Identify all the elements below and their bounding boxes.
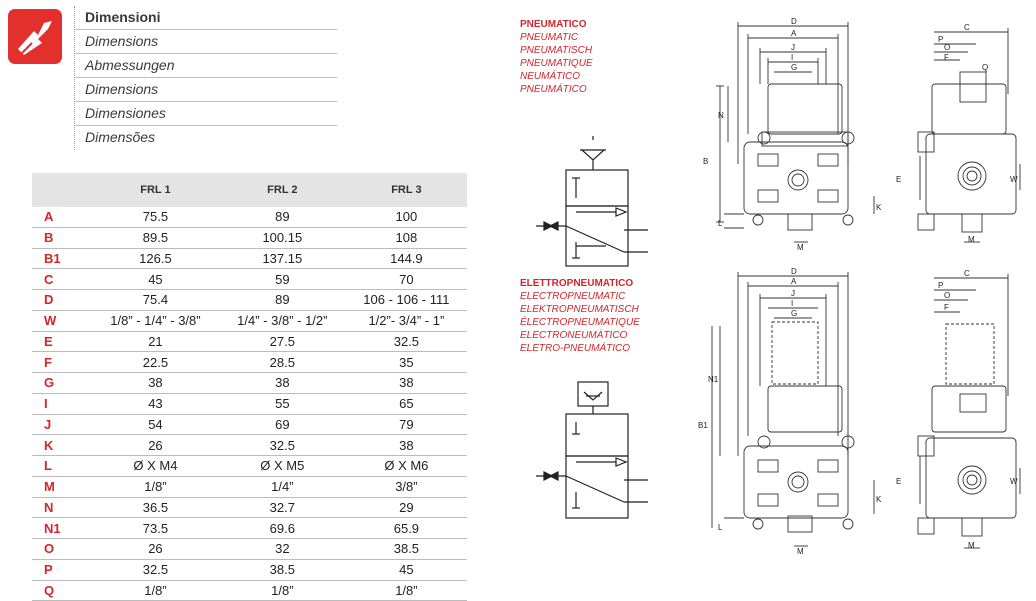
column-header: FRL 2 [219,173,346,207]
dimension-value: 21 [92,331,219,352]
side-label-w: W [1010,175,1018,184]
table-row [32,580,467,601]
dimension-value: 1/8” - 1/4” - 3/8” [92,310,219,331]
front2-label-b1: B1 [698,421,708,430]
dimension-code: A [32,207,92,227]
dimension-value: 3/8” [346,476,467,497]
dimension-value: 27.5 [219,331,346,352]
electro-translation: ÉLECTROPNEUMATIQUE [520,317,640,328]
dimension-value: 45 [346,559,467,580]
side2-label-w: W [1010,477,1018,486]
dimension-code: N [32,497,92,518]
table-row [32,269,467,290]
pneumatic-translation: PNEUMATIQUE [520,58,593,69]
front-label-i: I [791,53,794,62]
dimension-value: 26 [92,539,219,560]
table-row [32,352,467,373]
pneumatic-translation: PNEUMATISCH [520,45,593,56]
side-view-electro-drawing [892,266,1028,556]
electro-translation: ELETRO-PNEUMÁTICO [520,343,631,354]
dimension-code: D [32,290,92,311]
table-row [32,248,467,269]
dimension-value: 36.5 [92,497,219,518]
dimension-value: 75.5 [92,207,219,227]
dimension-value: 32 [219,539,346,560]
dimension-value: 106 - 106 - 111 [346,290,467,311]
table-row [32,290,467,311]
electro-translation: ELECTROPNEUMATIC [520,291,626,302]
table-row [32,393,467,414]
title-en: Dimensions [75,30,337,54]
dimension-code: G [32,373,92,394]
table-row [32,414,467,435]
dimension-value: Ø X M6 [346,456,467,477]
front2-label-a: A [791,277,797,286]
dimension-value: 89 [219,290,346,311]
side2-label-o: O [944,291,951,300]
dimension-value: 1/8” [346,580,467,601]
side-view-pneumatic-drawing [892,14,1028,250]
side2-label-m: M [968,541,975,550]
dimension-value: 1/4” - 3/8” - 1/2” [219,310,346,331]
electro-translation: ELECTRONEUMÁTICO [520,330,628,341]
table-row [32,373,467,394]
brand-logo [8,9,62,64]
electro-title: ELETTROPNEUMATICO [520,278,634,289]
dimension-value: 32.5 [219,435,346,456]
title-it: Dimensioni [75,6,337,30]
table-row [32,559,467,580]
dimension-value: 1/8” [219,580,346,601]
dimension-value: 38 [346,373,467,394]
dimension-value: 100 [346,207,467,227]
table-row [32,310,467,331]
front-label-b: B [703,157,709,166]
dimension-value: 144.9 [346,248,467,269]
front-label-k: K [876,203,882,212]
table-header-row [32,173,467,207]
dimension-code: F [32,352,92,373]
dimension-code: N1 [32,518,92,539]
dimension-value: 1/4” [219,476,346,497]
dimension-code: W [32,310,92,331]
dimension-code: E [32,331,92,352]
dimension-value: 65.9 [346,518,467,539]
table-row [32,518,467,539]
pneumatic-valve-symbol [536,134,648,274]
dimension-code: O [32,539,92,560]
dimension-value: 38 [219,373,346,394]
dimension-value: 1/2”- 3/4” - 1” [346,310,467,331]
dimension-value: 126.5 [92,248,219,269]
table-row [32,331,467,352]
dimension-value: 29 [346,497,467,518]
dimensions-title-list [74,6,337,150]
title-de: Abmessungen [75,54,337,78]
front2-label-n1: N1 [708,375,719,384]
pneumatic-translation: PNEUMATIC [520,32,579,43]
front-label-a: A [791,29,797,38]
front2-label-g: G [791,309,798,318]
front-label-n: N [718,111,724,120]
side-label-e: E [896,175,902,184]
dimension-value: 45 [92,269,219,290]
dimension-value: 1/8” [92,580,219,601]
side2-label-c: C [964,269,970,278]
electro-translation: ELEKTROPNEUMATISCH [520,304,639,315]
dimension-value: 43 [92,393,219,414]
dimension-code: M [32,476,92,497]
dimension-code: P [32,559,92,580]
table-row [32,227,467,248]
front-label-l: L [718,219,723,228]
dimension-code: C [32,269,92,290]
side-label-f: F [944,53,949,62]
pneumatic-title: PNEUMATICO [520,19,587,30]
dimension-value: 1/8” [92,476,219,497]
column-header: FRL 3 [346,173,467,207]
dimension-code: L [32,456,92,477]
dimension-value: 137.15 [219,248,346,269]
dimension-value: 59 [219,269,346,290]
dimensions-table [32,173,467,601]
table-body [32,207,467,601]
front2-label-j: J [791,289,795,298]
pneumatic-translation: PNEUMÁTICO [520,84,587,95]
dimension-value: 38 [92,373,219,394]
front2-label-d: D [791,267,797,276]
table-row [32,539,467,560]
side-label-q: Q [982,63,989,72]
dimension-value: 89.5 [92,227,219,248]
dimension-value: Ø X M5 [219,456,346,477]
dimension-code: B [32,227,92,248]
side2-label-p: P [938,281,944,290]
dimension-value: 32.5 [92,559,219,580]
dimension-value: 26 [92,435,219,456]
dimension-value: 100.15 [219,227,346,248]
table-row [32,497,467,518]
dimension-value: 69 [219,414,346,435]
dimension-value: 32.5 [346,331,467,352]
dimension-code: K [32,435,92,456]
front-view-pneumatic-drawing [698,14,894,250]
dimension-value: 75.4 [92,290,219,311]
title-fr: Dimensions [75,78,337,102]
front-label-j: J [791,43,795,52]
dimension-code: J [32,414,92,435]
dimension-value: 89 [219,207,346,227]
electro-title-block [520,277,640,355]
front2-label-i: I [791,299,794,308]
dimension-value: 22.5 [92,352,219,373]
pneumatic-title-block [520,18,593,96]
front-label-g: G [791,63,798,72]
dimension-value: 32.7 [219,497,346,518]
title-es: Dimensiones [75,102,337,126]
pneumatic-translation: NEUMÁTICO [520,71,580,82]
dimension-code: I [32,393,92,414]
front-label-d: D [791,17,797,26]
dimension-value: 69.6 [219,518,346,539]
table-row [32,456,467,477]
dimension-value: 38.5 [219,559,346,580]
code-header [32,173,92,207]
dimension-value: 70 [346,269,467,290]
dimension-code: B1 [32,248,92,269]
front-label-m: M [797,243,804,250]
dimension-value: 55 [219,393,346,414]
title-pt: Dimensões [85,129,156,145]
front2-label-m: M [797,547,804,556]
side2-label-e: E [896,477,902,486]
table-row [32,476,467,497]
dimension-code: Q [32,580,92,601]
dimension-value: 73.5 [92,518,219,539]
flag-icon [8,9,62,64]
dimension-value: 35 [346,352,467,373]
dimension-value: 79 [346,414,467,435]
side-label-p: P [938,35,944,44]
electro-valve-symbol [536,378,648,522]
front-view-electro-drawing [698,266,894,556]
side-label-o: O [944,43,951,52]
table-row [32,207,467,227]
column-header: FRL 1 [92,173,219,207]
dimension-value: 108 [346,227,467,248]
dimension-value: 38 [346,435,467,456]
front2-label-l: L [718,523,723,532]
side-label-m: M [968,235,975,244]
dimension-value: Ø X M4 [92,456,219,477]
dimension-value: 65 [346,393,467,414]
dimension-value: 54 [92,414,219,435]
table-row [32,435,467,456]
dimension-value: 38.5 [346,539,467,560]
side-label-c: C [964,23,970,32]
side2-label-f: F [944,303,949,312]
front2-label-k: K [876,495,882,504]
dimension-value: 28.5 [219,352,346,373]
